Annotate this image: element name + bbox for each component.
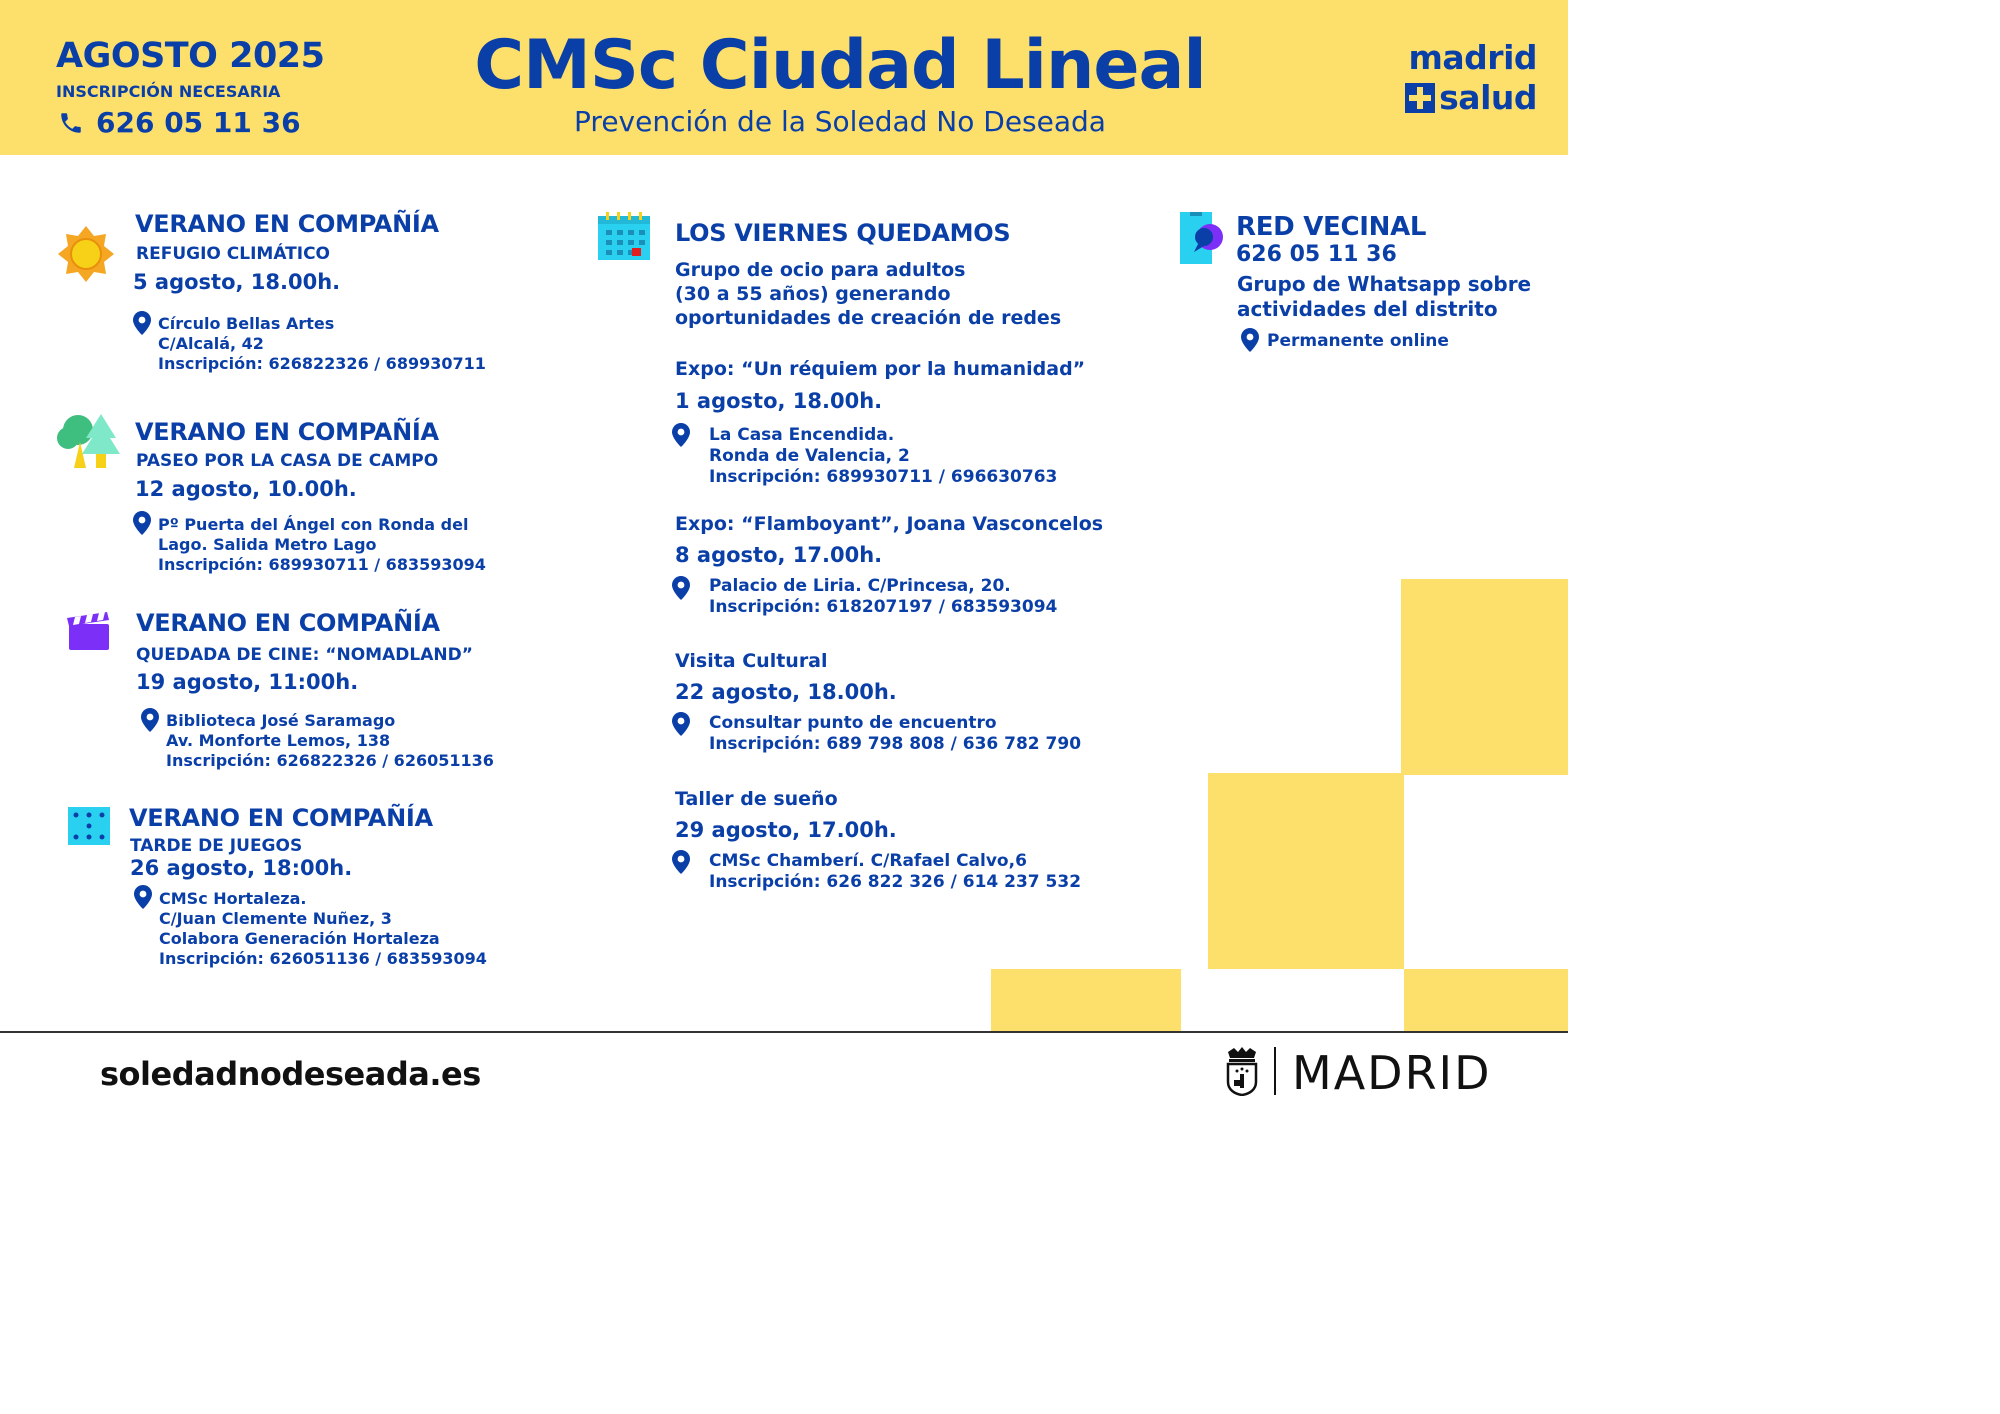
location-pin-icon — [672, 850, 690, 874]
month-label: AGOSTO 2025 — [56, 36, 325, 76]
decorative-block — [991, 969, 1181, 1031]
location-pin-icon — [672, 423, 690, 447]
section-description — [675, 258, 1061, 330]
location-pin-icon — [133, 511, 151, 535]
description-line: oportunidades de creación de redes — [675, 307, 1062, 329]
location-line: La Casa Encendida. — [709, 425, 895, 445]
location-line: Pº Puerta del Ángel con Ronda del — [158, 515, 469, 534]
location-line: Inscripción: 618207197 / 683593094 — [709, 597, 1058, 617]
event-title: Expo: “Flamboyant”, Joana Vasconcelos — [675, 513, 1104, 535]
section-heading: RED VECINAL — [1236, 212, 1427, 242]
location-pin-icon — [672, 712, 690, 736]
plus-icon — [1405, 83, 1435, 113]
phone-icon — [58, 110, 84, 136]
event-subheading: PASEO POR LA CASA DE CAMPO — [136, 451, 439, 471]
logo-word-madrid: madrid — [1408, 38, 1537, 77]
description-line: Grupo de ocio para adultos — [675, 259, 966, 281]
decorative-block — [1401, 579, 1568, 775]
trees-icon — [56, 412, 122, 470]
location-pin-icon — [141, 708, 159, 732]
location-pin-icon — [133, 311, 151, 335]
description-line: (30 a 55 años) generando — [675, 283, 951, 305]
location-line: Inscripción: 626051136 / 683593094 — [159, 949, 487, 968]
event-date: 8 agosto, 17.00h. — [675, 543, 883, 567]
location-line: Inscripción: 626822326 / 626051136 — [166, 751, 494, 770]
event-location — [709, 713, 1081, 755]
location-line: Círculo Bellas Artes — [158, 314, 335, 333]
location-line: Inscripción: 626 822 326 / 614 237 532 — [709, 872, 1082, 892]
website-link[interactable]: soledadnodeseada.es — [100, 1055, 481, 1093]
clapperboard-icon — [67, 612, 111, 652]
location-line: Inscripción: 689930711 / 683593094 — [158, 555, 486, 574]
location-line: Av. Monforte Lemos, 138 — [166, 731, 391, 750]
section-phone: 626 05 11 36 — [1236, 242, 1397, 267]
event-subheading: REFUGIO CLIMÁTICO — [136, 244, 331, 264]
calendar-icon — [598, 212, 650, 260]
event-location — [166, 711, 494, 771]
madrid-salud-logo — [1395, 38, 1537, 118]
decorative-block — [1208, 773, 1404, 969]
event-location — [158, 515, 486, 575]
location-line: CMSc Hortaleza. — [159, 889, 307, 908]
event-date: 29 agosto, 17.00h. — [675, 818, 897, 842]
event-location — [709, 576, 1057, 618]
location-line: C/Alcalá, 42 — [158, 334, 264, 353]
madrid-coat-of-arms-icon — [1225, 1046, 1259, 1096]
location-line: C/Juan Clemente Nuñez, 3 — [159, 909, 392, 928]
location-line: Consultar punto de encuentro — [709, 713, 997, 733]
location-line: Inscripción: 689 798 808 / 636 782 790 — [709, 734, 1082, 754]
event-date: 1 agosto, 18.00h. — [675, 389, 883, 413]
event-subheading: TARDE DE JUEGOS — [130, 836, 303, 856]
page-subtitle: Prevención de la Soledad No Deseada — [574, 105, 1106, 138]
registration-note: INSCRIPCIÓN NECESARIA — [56, 82, 281, 101]
section-heading: LOS VIERNES QUEDAMOS — [675, 219, 1011, 247]
event-date: 12 agosto, 10.00h. — [135, 477, 357, 501]
page-title: CMSc Ciudad Lineal — [474, 26, 1206, 105]
sun-icon — [58, 226, 114, 282]
dice-icon — [68, 807, 110, 845]
location-line: Biblioteca José Saramago — [166, 711, 396, 730]
location-pin-icon — [672, 576, 690, 600]
location-line: Inscripción: 689930711 / 696630763 — [709, 467, 1058, 487]
event-subheading: QUEDADA DE CINE: “NOMADLAND” — [136, 645, 473, 665]
event-location — [159, 889, 487, 969]
event-heading: VERANO EN COMPAÑÍA — [136, 609, 440, 637]
event-location — [709, 425, 1057, 488]
footer-separator — [1274, 1047, 1276, 1095]
event-title: Visita Cultural — [675, 650, 828, 672]
header-phone — [58, 106, 301, 139]
location-line: Colabora Generación Hortaleza — [159, 929, 440, 948]
section-description — [1237, 272, 1531, 322]
section-location: Permanente online — [1267, 331, 1449, 351]
footer-divider — [0, 1031, 1568, 1033]
location-pin-icon — [1241, 328, 1259, 352]
logo-word-salud: salud — [1439, 78, 1537, 117]
location-line: Palacio de Liria. C/Princesa, 20. — [709, 576, 1011, 596]
event-date: 19 agosto, 11:00h. — [136, 670, 359, 694]
event-title: Taller de sueño — [675, 788, 838, 810]
event-title: Expo: “Un réquiem por la humanidad” — [675, 358, 1086, 380]
event-location — [158, 314, 486, 374]
location-line: Ronda de Valencia, 2 — [709, 446, 910, 466]
event-heading: VERANO EN COMPAÑÍA — [135, 418, 439, 446]
madrid-wordmark: MADRID — [1292, 1046, 1492, 1100]
chat-phone-icon — [1180, 212, 1226, 264]
location-line: CMSc Chamberí. C/Rafael Calvo,6 — [709, 851, 1027, 871]
event-heading: VERANO EN COMPAÑÍA — [129, 804, 433, 832]
event-date: 26 agosto, 18:00h. — [130, 856, 353, 880]
description-line: Grupo de Whatsapp sobre — [1237, 272, 1532, 296]
event-date: 5 agosto, 18.00h. — [133, 270, 341, 294]
event-location — [709, 851, 1081, 893]
location-pin-icon — [134, 885, 152, 909]
header-phone-number: 626 05 11 36 — [96, 106, 301, 139]
location-line: Inscripción: 626822326 / 689930711 — [158, 354, 486, 373]
location-line: Lago. Salida Metro Lago — [158, 535, 377, 554]
description-line: actividades del distrito — [1237, 297, 1498, 321]
event-heading: VERANO EN COMPAÑÍA — [135, 210, 439, 238]
event-date: 22 agosto, 18.00h. — [675, 680, 897, 704]
decorative-block — [1404, 969, 1568, 1031]
